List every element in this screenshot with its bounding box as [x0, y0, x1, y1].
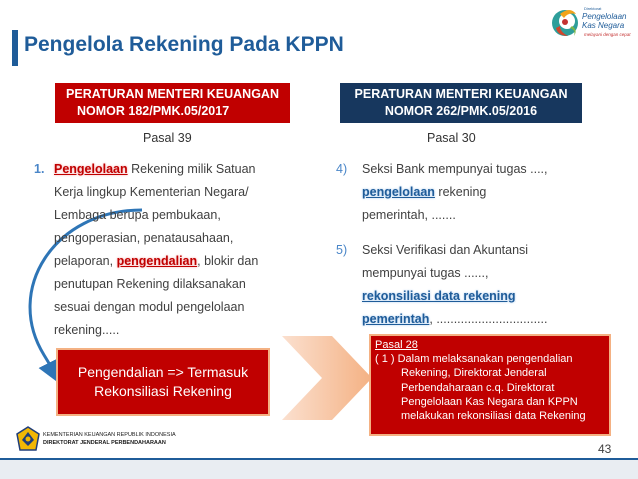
item-number-4: 4) — [336, 162, 348, 176]
keyword-pengelolaan-blue: pengelolaan — [362, 185, 435, 199]
djpkn-logo — [546, 2, 632, 50]
left-line-1: Pengelolaan Rekening milik Satuan — [54, 162, 256, 176]
right-article-list — [336, 158, 616, 343]
left-line-3: Lembaga berupa pembukaan, — [54, 208, 221, 222]
logo-line1: Pengelolaan — [582, 12, 627, 21]
left-line-6: penutupan Rekening dilaksanakan — [54, 277, 246, 291]
kemenkeu-logo — [16, 426, 216, 452]
title-accent-bar — [12, 30, 18, 66]
item-number-5: 5) — [336, 243, 348, 257]
right-regulation-header — [340, 83, 582, 123]
left-header-line2: NOMOR 182/PMK.05/2017 — [77, 104, 230, 118]
chevron-arrow-icon — [282, 336, 372, 420]
pasal28-title: Pasal 28 — [375, 339, 418, 351]
swirl-logo-icon — [546, 2, 584, 42]
left-header-line1: PERATURAN MENTERI KEUANGAN — [66, 87, 279, 101]
left-article-list — [34, 158, 304, 342]
left-pasal-label: Pasal 39 — [143, 131, 192, 145]
pasal28-callout-box: Pasal 28 ( 1 ) Dalam melaksanakan pengendalian Rekening, Direktorat Jenderal Perbendaharaan c.q. Direktorat Pengelolaan Kas Negara dan KPPN melakukan rekonsiliasi data Rekening — [369, 334, 611, 436]
kemenkeu-emblem-icon — [16, 426, 40, 452]
keyword-pengelolaan: Pengelolaan — [54, 162, 128, 176]
pengendalian-callout-box: Pengendalian => Termasuk Rekonsiliasi Rekening — [56, 348, 270, 416]
right-header-line1: PERATURAN MENTERI KEUANGAN — [354, 87, 568, 101]
left-line-7: sesuai dengan modul pengelolaan — [54, 300, 245, 314]
list-item-5: 5) Seksi Verifikasi dan Akuntansi mempunyai tugas ......, rekonsiliasi data rekening pemerintah, ................................ — [336, 239, 616, 331]
logo-small-text: Direktorat — [584, 6, 602, 11]
right-pasal-label: Pasal 30 — [427, 131, 476, 145]
logo-tagline: melayani dengan cepat — [584, 32, 631, 37]
left-line-2: Kerja lingkup Kementerian Negara/ — [54, 185, 249, 199]
keyword-rekonsiliasi: rekonsiliasi data rekening — [362, 289, 516, 303]
kemenkeu-line1: KEMENTERIAN KEUANGAN REPUBLIK INDONESIA — [43, 432, 176, 438]
keyword-pengendalian: pengendalian — [116, 254, 198, 268]
page-number: 43 — [598, 442, 612, 456]
keyword-pemerintah: pemerintah — [362, 312, 430, 326]
footer-band — [0, 460, 638, 479]
left-regulation-header — [55, 83, 290, 123]
left-line-5: pelaporan, pengendalian, blokir dan — [54, 254, 259, 268]
list-item-4: 4) Seksi Bank mempunyai tugas ...., pengelolaan rekening pemerintah, ....... — [336, 158, 616, 227]
logo-line2: Kas Negara — [582, 21, 625, 30]
kemenkeu-line2: DIREKTORAT JENDERAL PERBENDAHARAAN — [43, 440, 166, 446]
slide-title: Pengelola Rekening Pada KPPN — [24, 33, 344, 56]
right-header-line2: NOMOR 262/PMK.05/2016 — [384, 104, 538, 118]
left-item-number: 1. — [34, 162, 45, 176]
left-line-8: rekening..... — [54, 323, 120, 337]
left-line-4: pengoperasian, penatausahaan, — [54, 231, 234, 245]
